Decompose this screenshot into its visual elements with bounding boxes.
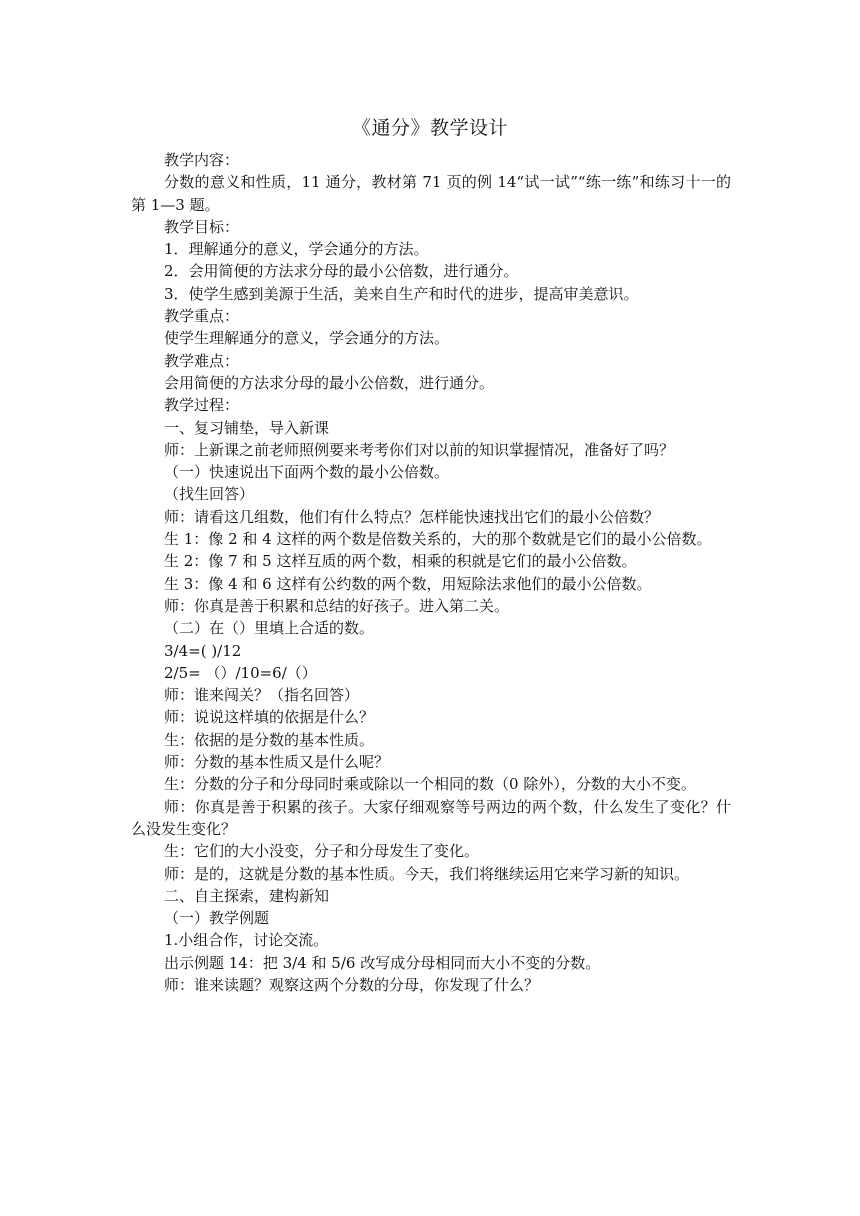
document-title: 《通分》教学设计 (351, 117, 508, 139)
paragraph: 生 3：像 4 和 6 这样有公约数的两个数，用短除法求他们的最小公倍数。 (164, 574, 652, 593)
paragraph: 师：说说这样填的依据是什么？ (164, 708, 375, 727)
paragraph: 会用简便的方法求分母的最小公倍数，进行通分。 (164, 373, 495, 392)
paragraph: 生：它们的大小没变，分子和分母发生了变化。 (164, 842, 480, 861)
paragraph: 师：你真是善于积累的孩子。大家仔细观察等号两边的两个数，什么发生了变化？什么没发生变化？ (131, 797, 731, 838)
paragraph: （找生回答） (164, 485, 255, 504)
paragraph: 师：谁来读题？观察这两个分数的分母，你发现了什么？ (164, 975, 540, 994)
paragraph: 3/4=( )/12 (164, 641, 242, 660)
paragraph: 师：请看这几组数，他们有什么特点？怎样能快速找出它们的最小公倍数？ (164, 507, 660, 526)
paragraph: （二）在（）里填上合适的数。 (164, 619, 375, 638)
document-body (131, 149, 731, 996)
paragraph: 分数的意义和性质，11 通分，教材第 71 页的例 14“试一试”“练一练”和练习十一的第 1—3 题。 (131, 173, 731, 214)
paragraph: 教学目标： (164, 217, 240, 236)
paragraph: 生：分数的分子和分母同时乘或除以一个相同的数（0 除外），分数的大小不变。 (164, 775, 696, 794)
paragraph: 1.小组合作，讨论交流。 (164, 931, 329, 950)
paragraph: 师：你真是善于积累和总结的好孩子。进入第二关。 (164, 596, 510, 615)
paragraph: 3．使学生感到美源于生活，美来自生产和时代的进步，提高审美意识。 (164, 284, 639, 303)
paragraph: （一）快速说出下面两个数的最小公倍数。 (164, 463, 450, 482)
paragraph: 教学难点： (164, 351, 240, 370)
paragraph: 生：依据的是分数的基本性质。 (164, 730, 375, 749)
paragraph: 师：是的，这就是分数的基本性质。今天，我们将继续运用它来学习新的知识。 (164, 864, 690, 883)
paragraph: 教学重点： (164, 307, 240, 326)
paragraph: 使学生理解通分的意义，学会通分的方法。 (164, 329, 450, 348)
paragraph: 教学内容： (164, 151, 240, 169)
paragraph: 一、复习铺垫，导入新课 (164, 418, 330, 437)
paragraph: 2．会用简便的方法求分母的最小公倍数，进行通分。 (164, 262, 519, 281)
paragraph: 生 2：像 7 和 5 这样互质的两个数，相乘的积就是它们的最小公倍数。 (164, 552, 637, 571)
paragraph: 二、自主探索，建构新知 (164, 886, 330, 905)
paragraph: 出示例题 14：把 3/4 和 5/6 改写成分母相同而大小不变的分数。 (164, 953, 601, 972)
paragraph: 师：上新课之前老师照例要来考考你们对以前的知识掌握情况，准备好了吗？ (164, 440, 675, 459)
paragraph: 1．理解通分的意义，学会通分的方法。 (164, 240, 429, 259)
paragraph: 2/5= （）/10=6/（） (164, 663, 317, 682)
paragraph: 生 1：像 2 和 4 这样的两个数是倍数关系的，大的那个数就是它们的最小公倍数。 (164, 530, 712, 549)
paragraph: （一）教学例题 (164, 909, 270, 928)
paragraph: 师：分数的基本性质又是什么呢？ (164, 753, 390, 772)
paragraph: 教学过程： (164, 396, 240, 415)
paragraph: 师：谁来闯关？（指名回答） (164, 686, 360, 705)
